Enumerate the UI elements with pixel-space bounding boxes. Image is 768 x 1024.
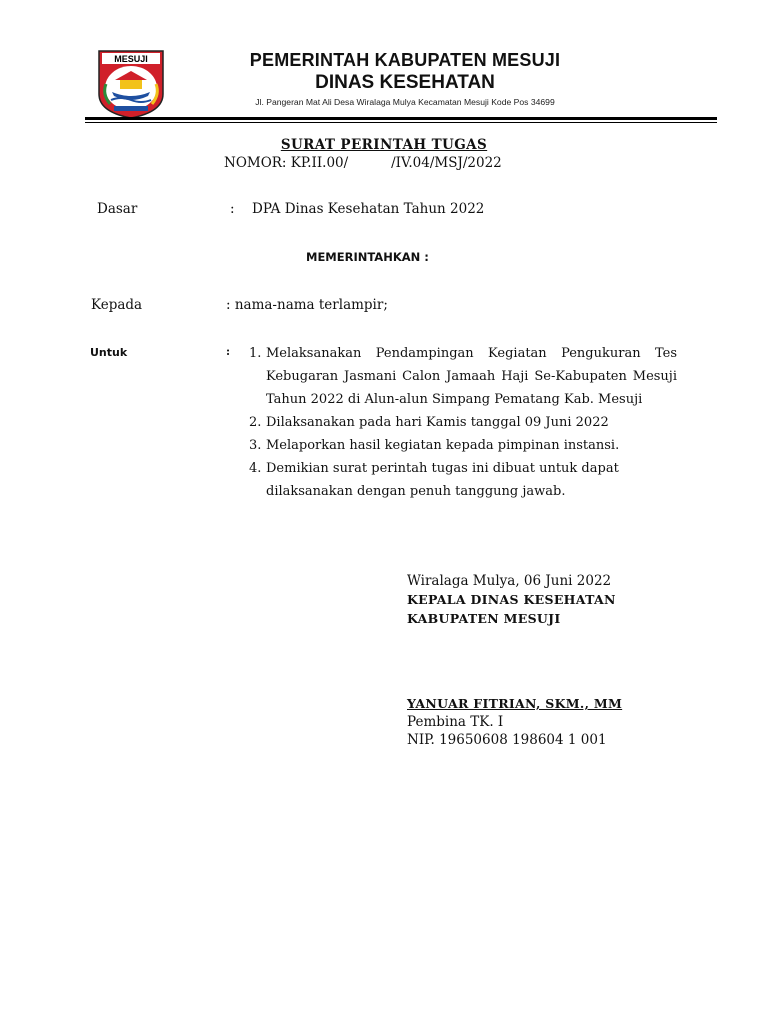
logo-text: MESUJI bbox=[114, 54, 148, 64]
department-title: DINAS KESEHATAN bbox=[315, 72, 495, 93]
list-item-number: 4. bbox=[249, 461, 262, 476]
document-number: NOMOR: KP.II.00/ /IV.04/MSJ/2022 bbox=[224, 155, 502, 171]
list-item-number: 1. bbox=[249, 346, 262, 361]
dasar-colon: : bbox=[230, 201, 235, 217]
list-item-text: Demikian surat perintah tugas ini dibuat untuk dapat dilaksanakan dengan penuh tanggung jawab. bbox=[266, 461, 619, 499]
signer-name: YANUAR FITRIAN, SKM., MM bbox=[407, 696, 623, 711]
task-list bbox=[249, 342, 677, 503]
kepada-value: : nama-nama terlampir; bbox=[226, 297, 388, 313]
dasar-label: Dasar bbox=[97, 201, 138, 217]
place-date: Wiralaga Mulya, 06 Juni 2022 bbox=[407, 573, 612, 589]
list-item-number: 3. bbox=[249, 438, 262, 453]
document-title: SURAT PERINTAH TUGAS bbox=[280, 137, 488, 153]
memerintahkan-heading: MEMERINTAHKAN : bbox=[306, 250, 429, 264]
list-item bbox=[249, 342, 677, 411]
signer-position-line2: KABUPATEN MESUJI bbox=[407, 611, 561, 626]
untuk-colon: : bbox=[226, 345, 231, 358]
letterhead-rule-thin bbox=[85, 122, 717, 123]
list-item-text: Melaporkan hasil kegiatan kepada pimpinan instansi. bbox=[266, 438, 620, 453]
signer-nip: NIP. 19650608 198604 1 001 bbox=[407, 732, 607, 748]
list-item bbox=[249, 457, 677, 503]
signer-position-line1: KEPALA DINAS KESEHATAN bbox=[407, 592, 616, 607]
list-item bbox=[249, 411, 677, 434]
kepada-label: Kepada bbox=[91, 297, 143, 313]
list-item-text: Dilaksanakan pada hari Kamis tanggal 09 Juni 2022 bbox=[266, 415, 609, 430]
office-address: Jl. Pangeran Mat Ali Desa Wiralaga Mulya Kecamatan Mesuji Kode Pos 34699 bbox=[255, 97, 555, 107]
list-item-number: 2. bbox=[249, 415, 262, 430]
letterhead-rule-thick bbox=[85, 117, 717, 120]
untuk-label: Untuk bbox=[90, 346, 128, 359]
government-title: PEMERINTAH KABUPATEN MESUJI bbox=[249, 50, 561, 70]
dasar-value: DPA Dinas Kesehatan Tahun 2022 bbox=[252, 201, 485, 217]
mesuji-regency-logo bbox=[96, 48, 166, 120]
list-item bbox=[249, 434, 677, 457]
signer-rank: Pembina TK. I bbox=[407, 714, 504, 730]
list-item-text: Melaksanakan Pendampingan Kegiatan Pengukuran Tes Kebugaran Jasmani Calon Jamaah Haji Se-Kabupaten Mesuji Tahun 2022 di Alun-alun Simpang Pematang Kab. Mesuji bbox=[266, 346, 677, 407]
